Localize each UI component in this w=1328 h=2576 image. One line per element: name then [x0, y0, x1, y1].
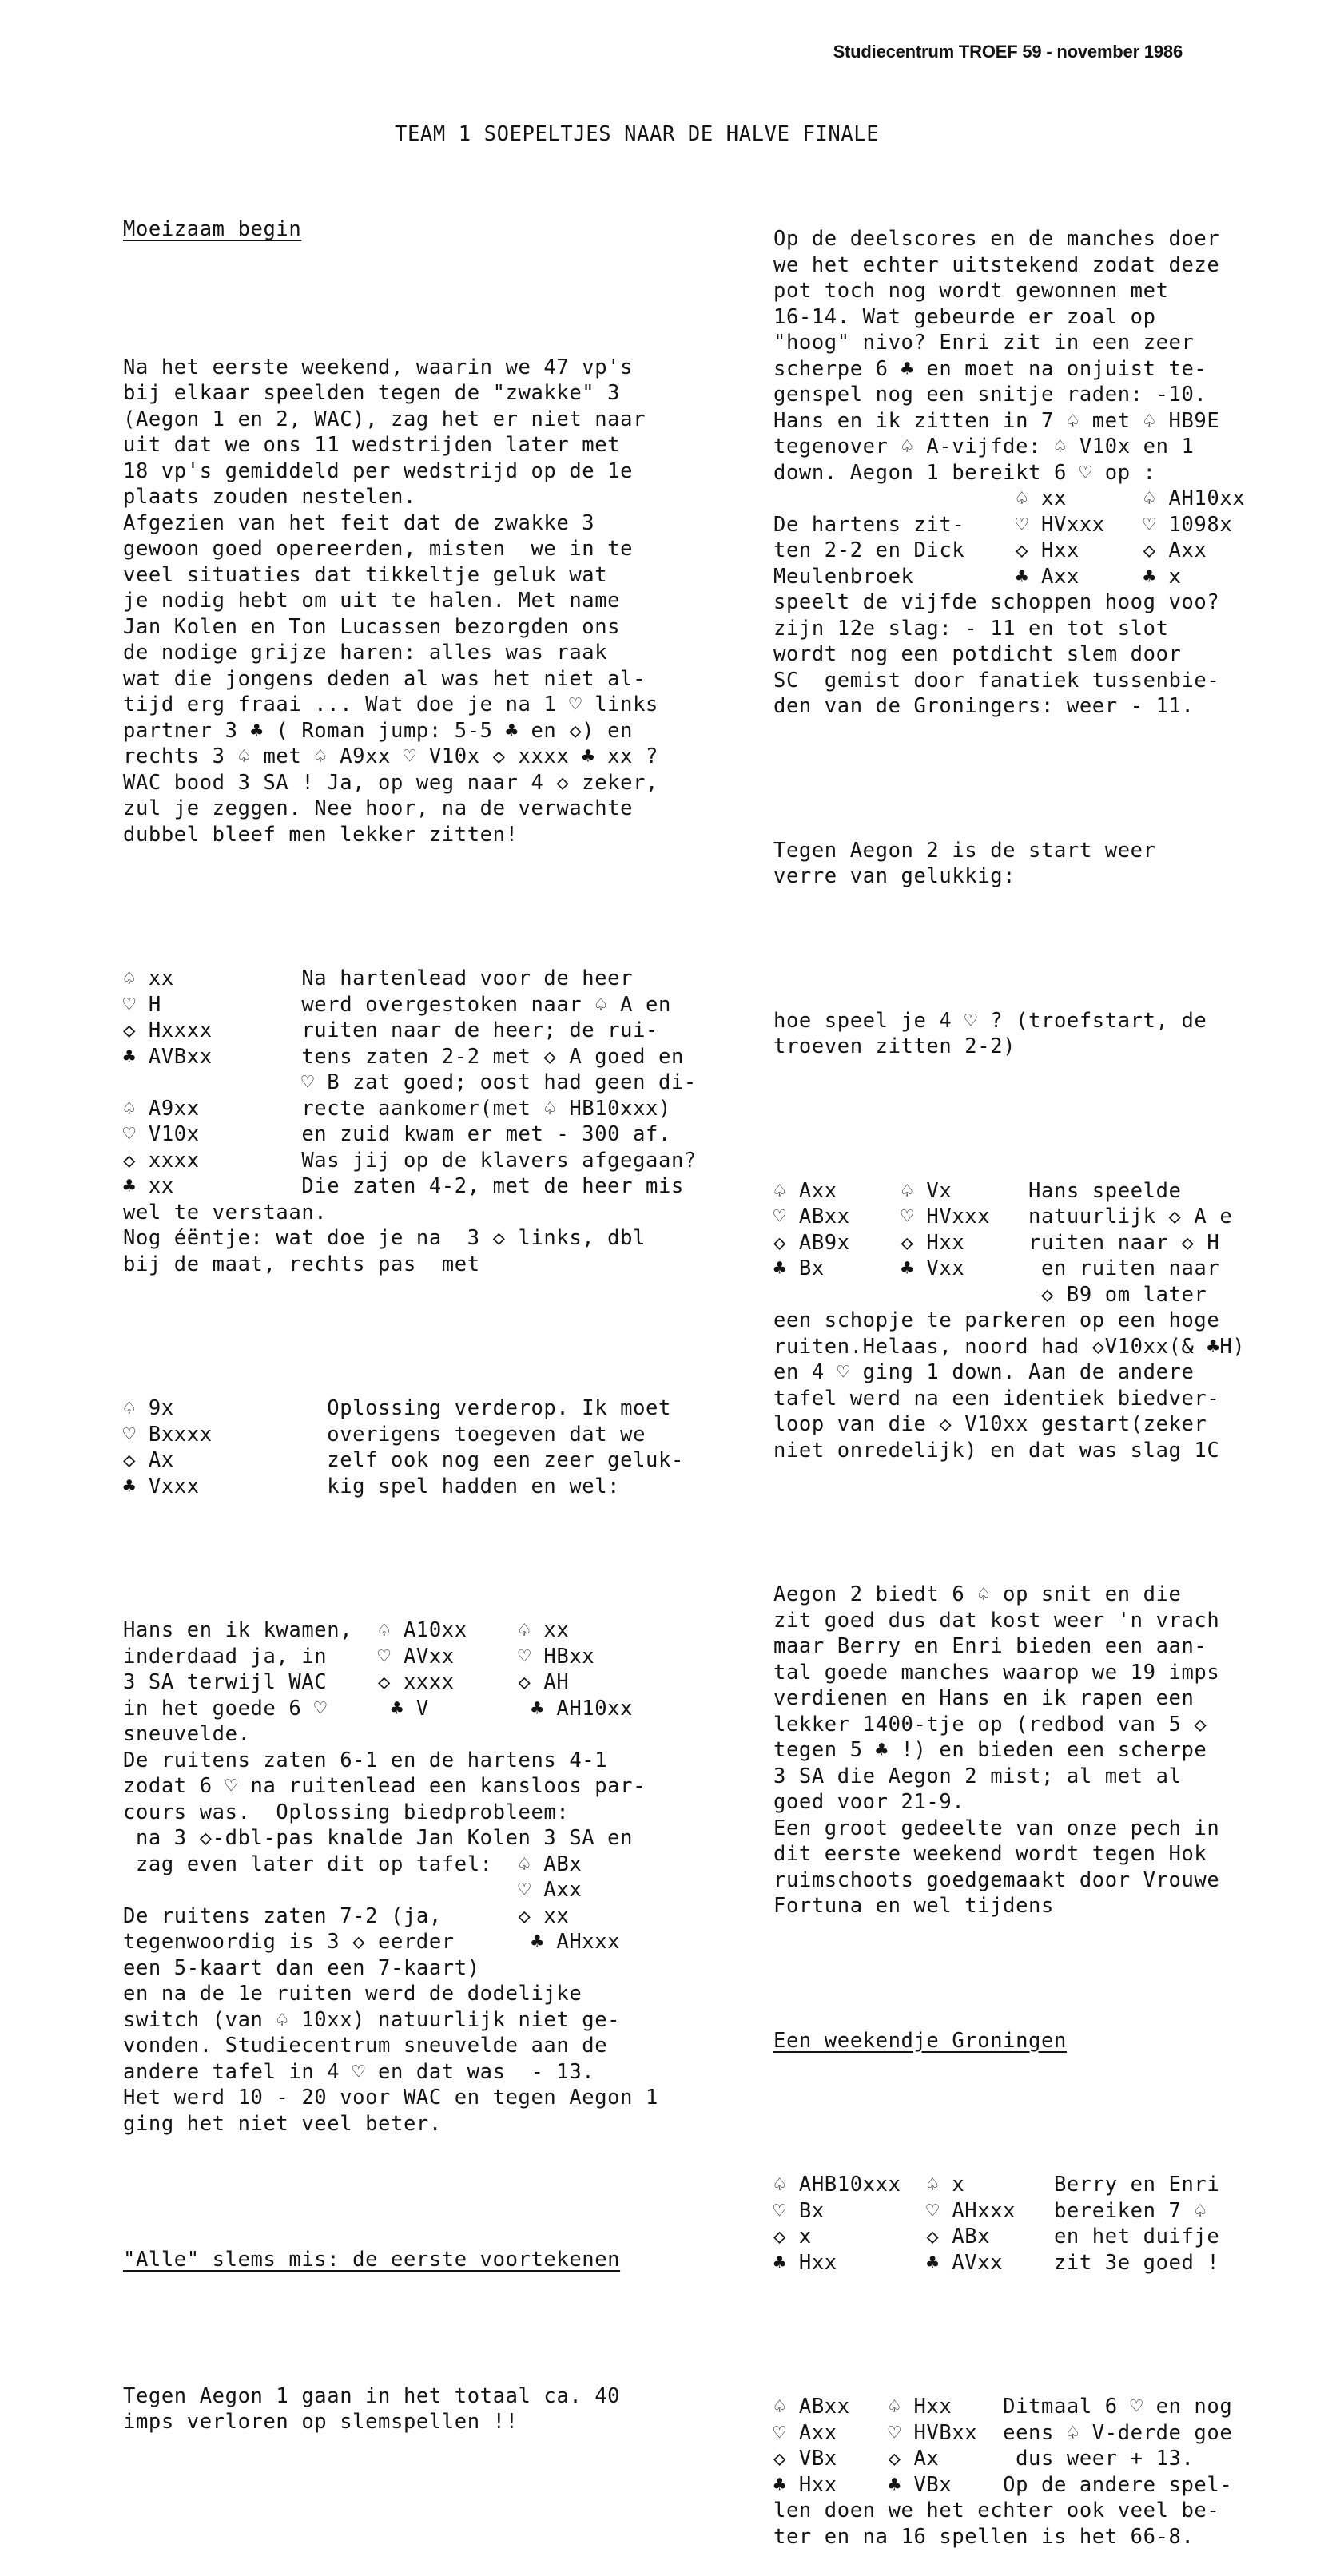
- text-line: ♡ Bxxxx overigens toegeven dat we: [123, 1422, 646, 1447]
- text-line: switch (van ♤ 10xx) natuurlijk niet ge-: [123, 2007, 621, 2032]
- text-line: en na de 1e ruiten werd de dodelijke: [123, 1982, 582, 2006]
- text-line: imps verloren op slemspellen !!: [123, 2410, 519, 2434]
- text-line: wat die jongens deden al was het niet al-: [123, 666, 646, 691]
- text-line: ruimschoots goedgemaakt door Vrouwe: [773, 1868, 1220, 1892]
- text-line: ♣ Hxx ♣ AVxx zit 3e goed !: [773, 2250, 1220, 2275]
- text-line: "hoog" nivo? Enri zit in een zeer: [773, 331, 1195, 355]
- page-header: Studiecentrum TROEF 59 - november 1986: [833, 42, 1183, 62]
- text-line: ♣ AVBxx tens zaten 2-2 met ◇ A goed en: [123, 1044, 684, 1069]
- text-line: tal goede manches waarop we 19 imps: [773, 1660, 1220, 1685]
- text-line: scherpe 6 ♣ en moet na onjuist te-: [773, 356, 1207, 381]
- text-line: partner 3 ♣ ( Roman jump: 5-5 ♣ en ◇) en: [123, 718, 634, 743]
- text-line: ♡ Axx: [123, 1878, 582, 1902]
- paragraph: [773, 838, 1328, 890]
- text-line: Aegon 2 biedt 6 ♤ op snit en die: [773, 1582, 1182, 1606]
- text-line: rechts 3 ♤ met ♤ A9xx ♡ V10x ◇ xxxx ♣ xx ?: [123, 744, 658, 768]
- text-line: Na het eerste weekend, waarin we 47 vp's: [123, 355, 634, 379]
- text-line: Fortuna en wel tijdens: [773, 1894, 1054, 1918]
- text-line: 3 SA die Aegon 2 mist; al met al: [773, 1764, 1182, 1788]
- text-line: Tegen Aegon 1 gaan in het totaal ca. 40: [123, 2383, 621, 2408]
- text-line: Afgezien van het feit dat de zwakke 3: [123, 510, 595, 535]
- text-line: len doen we het echter ook veel be-: [773, 2499, 1220, 2522]
- text-line: tijd erg fraai ... Wat doe je na 1 ♡ links: [123, 693, 658, 716]
- text-line: pot toch nog wordt gewonnen met: [773, 279, 1169, 303]
- text-line: Nog éëntje: wat doe je na 3 ◇ links, dbl: [123, 1226, 646, 1250]
- text-line: een 5-kaart dan een 7-kaart): [123, 1955, 480, 1980]
- bridge-hand-block: [123, 966, 730, 1277]
- text-line: verre van gelukkig:: [773, 864, 1016, 888]
- section-heading-alle-slems-mis: "Alle" slems mis: de eerste voortekenen: [123, 2248, 621, 2272]
- text-line: zijn 12e slag: - 11 en tot slot: [773, 616, 1169, 641]
- text-line: ter en na 16 spellen is het 66-8.: [773, 2524, 1195, 2549]
- text-line: Meulenbroek ♣ Axx ♣ x: [773, 564, 1182, 589]
- text-line: veel situaties dat tikkeltje geluk wat: [123, 562, 608, 587]
- text-line: tegenover ♤ A-vijfde: ♤ V10x en 1: [773, 435, 1195, 458]
- bridge-hand-block: [773, 1178, 1328, 1464]
- text-line: ◇ xxxx Was jij op de klavers afgegaan?: [123, 1148, 697, 1173]
- text-line: ◇ Hxxxx ruiten naar de heer; de rui-: [123, 1018, 658, 1042]
- text-line: ◇ B9 om later: [773, 1282, 1207, 1307]
- text-line: zodat 6 ♡ na ruitenlead een kansloos par-: [123, 1774, 646, 1798]
- left-column: [123, 165, 730, 2461]
- paragraph: [773, 226, 1328, 720]
- text-line: inderdaad ja, in ♡ AVxx ♡ HBxx: [123, 1644, 595, 1669]
- text-line: wordt nog een potdicht slem door: [773, 642, 1182, 666]
- text-line: tegenwoordig is 3 ◇ eerder ♣ AHxxx: [123, 1930, 621, 1954]
- text-line: we het echter uitstekend zodat deze: [773, 252, 1220, 277]
- text-line: plaats zouden nestelen.: [123, 485, 416, 509]
- text-line: ♤ A9xx recte aankomer(met ♤ HB10xxx): [123, 1096, 671, 1121]
- text-line: ♡ B zat goed; oost had geen di-: [123, 1070, 697, 1094]
- text-line: ◇ Ax zelf ook nog een zeer geluk-: [123, 1448, 684, 1472]
- bridge-hand-block: [773, 2394, 1328, 2550]
- text-line: ging het niet veel beter.: [123, 2111, 442, 2136]
- paragraph: [123, 355, 730, 848]
- text-line: SC gemist door fanatiek tussenbie-: [773, 668, 1220, 693]
- text-line: 3 SA terwijl WAC ◇ xxxx ◇ AH: [123, 1670, 570, 1694]
- text-line: ♤ xx Na hartenlead voor de heer: [123, 966, 634, 990]
- text-line: de nodige grijze haren: alles was raak: [123, 641, 608, 665]
- text-line: in het goede 6 ♡ ♣ V ♣ AH10xx: [123, 1696, 634, 1721]
- text-line: tegen 5 ♣ !) en bieden een scherpe: [773, 1738, 1207, 1762]
- text-line: hoe speel je 4 ♡ ? (troefstart, de: [773, 1008, 1207, 1033]
- text-line: en 4 ♡ ging 1 down. Aan de andere: [773, 1360, 1195, 1384]
- text-line: uit dat we ons 11 wedstrijden later met: [123, 433, 621, 457]
- text-line: wel te verstaan.: [123, 1200, 328, 1224]
- text-line: ◇ x ◇ ABx en het duifje: [773, 2225, 1220, 2249]
- text-line: ♣ Vxxx kig spel hadden en wel:: [123, 1474, 621, 1498]
- right-column: [773, 174, 1328, 2576]
- text-line: Hans en ik kwamen, ♤ A10xx ♤ xx: [123, 1618, 570, 1642]
- text-line: Het werd 10 - 20 voor WAC en tegen Aegon 1: [123, 2086, 658, 2110]
- text-line: zul je zeggen. Nee hoor, na de verwachte: [123, 796, 634, 820]
- text-line: cours was. Oplossing biedprobleem:: [123, 1800, 570, 1824]
- text-line: na 3 ◇-dbl-pas knalde Jan Kolen 3 SA en: [123, 1826, 634, 1850]
- text-line: troeven zitten 2-2): [773, 1034, 1016, 1058]
- text-line: gewoon goed opereerden, misten we in te: [123, 537, 634, 561]
- text-line: Hans en ik zitten in 7 ♤ met ♤ HB9E: [773, 408, 1220, 433]
- text-line: zag even later dit op tafel: ♤ ABx: [123, 1852, 582, 1876]
- text-line: ◇ VBx ◇ Ax dus weer + 13.: [773, 2447, 1195, 2471]
- text-line: Jan Kolen en Ton Lucassen bezorgden ons: [123, 614, 621, 639]
- text-line: je nodig hebt om uit te halen. Met name: [123, 589, 621, 613]
- text-line: De hartens zit- ♡ HVxxx ♡ 1098x: [773, 512, 1233, 537]
- text-line: tafel werd na een identiek biedver-: [773, 1386, 1220, 1411]
- text-line: bij elkaar speelden tegen de "zwakke" 3: [123, 381, 621, 405]
- text-line: speelt de vijfde schoppen hoog voo?: [773, 590, 1220, 614]
- bridge-hand-block: [123, 1617, 730, 2137]
- text-line: ♣ Hxx ♣ VBx Op de andere spel-: [773, 2472, 1233, 2497]
- text-line: ♡ ABxx ♡ HVxxx natuurlijk ◇ A e: [773, 1205, 1233, 1228]
- text-line: ♤ 9x Oplossing verderop. Ik moet: [123, 1396, 671, 1420]
- text-line: vonden. Studiecentrum sneuvelde aan de: [123, 2034, 608, 2058]
- paragraph: [773, 1008, 1328, 1060]
- text-line: ruiten.Helaas, noord had ◇V10xx(& ♣H): [773, 1334, 1246, 1359]
- text-line: ♤ ABxx ♤ Hxx Ditmaal 6 ♡ en nog: [773, 2395, 1233, 2419]
- text-line: genspel nog een snitje raden: -10.: [773, 383, 1207, 407]
- text-line: loop van die ◇ V10xx gestart(zeker: [773, 1412, 1207, 1436]
- text-line: 16-14. Wat gebeurde er zoal op: [773, 304, 1156, 329]
- text-line: ♤ Axx ♤ Vx Hans speelde: [773, 1178, 1182, 1203]
- text-line: ♣ Bx ♣ Vxx en ruiten naar: [773, 1256, 1220, 1280]
- text-line: ◇ AB9x ◇ Hxx ruiten naar ◇ H: [773, 1230, 1220, 1255]
- text-line: ten 2-2 en Dick ◇ Hxx ◇ Axx: [773, 538, 1207, 562]
- paragraph: [773, 1582, 1328, 1919]
- section-heading-weekendje-groningen: Een weekendje Groningen: [773, 2028, 1067, 2053]
- text-line: zit goed dus dat kost weer 'n vrach: [773, 1608, 1220, 1633]
- article-title: TEAM 1 SOEPELTJES NAAR DE HALVE FINALE: [395, 122, 880, 146]
- text-line: down. Aegon 1 bereikt 6 ♡ op :: [773, 460, 1156, 485]
- text-line: ♡ H werd overgestoken naar ♤ A en: [123, 992, 671, 1017]
- text-line: De ruitens zaten 7-2 (ja, ◇ xx: [123, 1903, 570, 1928]
- bridge-hand-block: [123, 1395, 730, 1499]
- text-line: (Aegon 1 en 2, WAC), zag het er niet naar: [123, 407, 646, 431]
- section-heading-moeizaam-begin: Moeizaam begin: [123, 217, 302, 241]
- text-line: dit eerste weekend wordt tegen Hok: [773, 1842, 1207, 1866]
- text-line: ♡ V10x en zuid kwam er met - 300 af.: [123, 1122, 671, 1146]
- text-line: Tegen Aegon 2 is de start weer: [773, 838, 1156, 863]
- text-line: De ruitens zaten 6-1 en de hartens 4-1: [123, 1748, 608, 1772]
- text-line: ♤ xx ♤ AH10xx: [773, 486, 1246, 510]
- text-line: WAC bood 3 SA ! Ja, op weg naar 4 ◇ zeker,: [123, 770, 658, 795]
- text-line: Een groot gedeelte van onze pech in: [773, 1816, 1220, 1840]
- text-line: niet onredelijk) en dat was slag 1C: [773, 1438, 1220, 1463]
- text-line: lekker 1400-tje op (redbod van 5 ◇: [773, 1712, 1207, 1737]
- text-line: dubbel bleef men lekker zitten!: [123, 822, 519, 847]
- text-line: sneuvelde.: [123, 1722, 251, 1746]
- text-line: 18 vp's gemiddeld per wedstrijd op de 1e: [123, 458, 634, 483]
- text-line: een schopje te parkeren op een hoge: [773, 1308, 1220, 1332]
- text-line: den van de Groningers: weer - 11.: [773, 694, 1195, 718]
- text-line: andere tafel in 4 ♡ en dat was - 13.: [123, 2059, 595, 2084]
- text-line: maar Berry en Enri bieden een aan-: [773, 1634, 1207, 1658]
- paragraph: [123, 2383, 730, 2435]
- text-line: ♡ Axx ♡ HVBxx eens ♤ V-derde goe: [773, 2420, 1233, 2445]
- bridge-hand-block: [773, 2172, 1328, 2276]
- text-line: ♣ xx Die zaten 4-2, met de heer mis: [123, 1174, 684, 1198]
- text-line: verdienen en Hans en ik rapen een: [773, 1686, 1195, 1710]
- text-line: Op de deelscores en de manches doer: [773, 227, 1220, 251]
- text-line: ♤ AHB10xxx ♤ x Berry en Enri: [773, 2173, 1220, 2197]
- text-line: goed voor 21-9.: [773, 1790, 965, 1814]
- text-line: ♡ Bx ♡ AHxxx bereiken 7 ♤: [773, 2198, 1207, 2223]
- text-line: bij de maat, rechts pas met: [123, 1252, 480, 1276]
